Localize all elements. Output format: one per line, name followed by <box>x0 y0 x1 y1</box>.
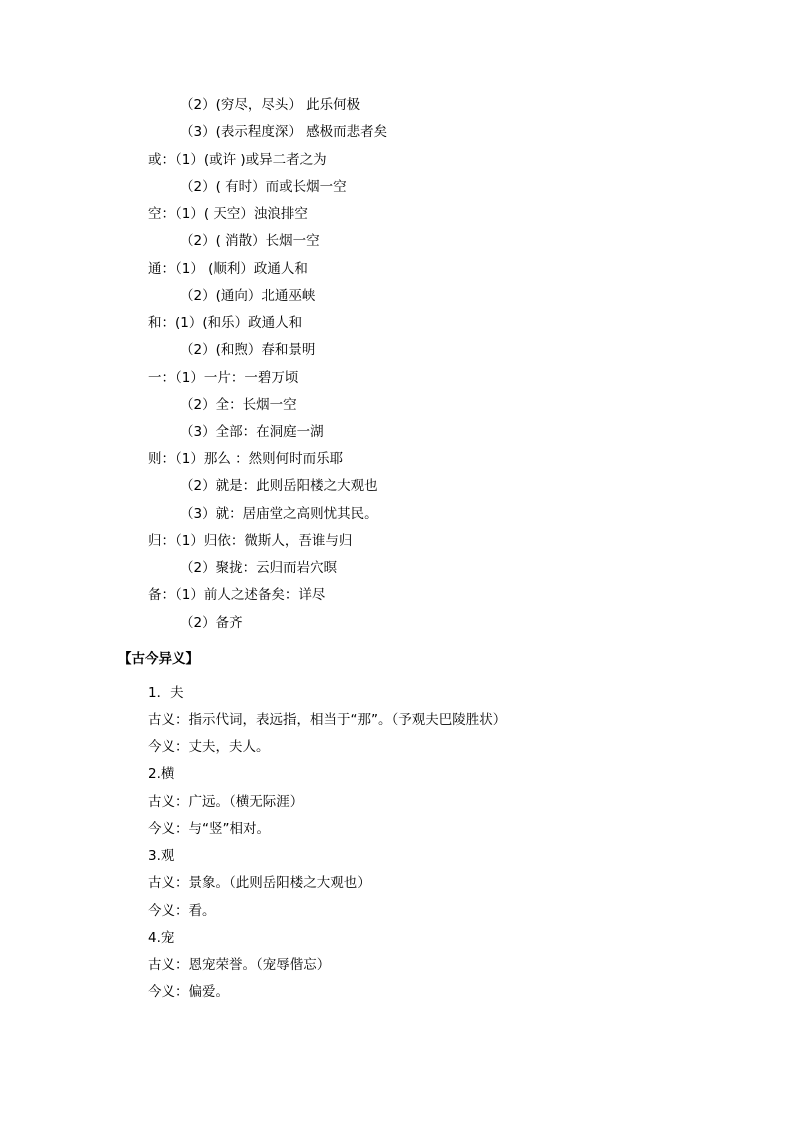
text-line: 古义：广远。（横无际涯） <box>148 794 304 810</box>
text-line: 通：（1） (顺利）政通人和 <box>148 261 308 277</box>
text-line: （2）(和煦）春和景明 <box>180 342 316 358</box>
text-line: 古义：景象。（此则岳阳楼之大观也） <box>148 875 371 891</box>
text-line: （2）聚拢：云归而岩穴暝 <box>180 560 338 576</box>
text-line: 今义：与“竖”相对。 <box>148 821 270 837</box>
text-line: 1．夫 <box>148 685 184 701</box>
text-line: （2）全：长烟一空 <box>180 397 297 413</box>
text-line: 或：（1）(或许 )或异二者之为 <box>148 152 327 168</box>
text-line: （2）备齐 <box>180 615 243 631</box>
text-line: 2.横 <box>148 766 175 782</box>
text-line: （2）就是：此则岳阳楼之大观也 <box>180 478 378 494</box>
text-line: 则：（1）那么 ：然则何时而乐耶 <box>148 451 344 467</box>
text-line: 古义：指示代词，表远指，相当于“那”。（予观夫巴陵胜状） <box>148 712 507 728</box>
text-line: （3）就：居庙堂之高则忧其民。 <box>180 506 378 522</box>
text-line: 今义：看。 <box>148 903 216 919</box>
text-line: 空：（1）( 天空）浊浪排空 <box>148 206 308 222</box>
text-line: （2）( 有时）而或长烟一空 <box>180 179 347 195</box>
text-line: （3）(表示程度深） 感极而悲者矣 <box>180 124 388 140</box>
text-line: 3.观 <box>148 848 175 864</box>
text-line: 一：（1）一片：一碧万顷 <box>148 370 299 386</box>
text-line: 备：（1）前人之述备矣：详尽 <box>148 587 326 603</box>
section-title: 【古今异义】 <box>118 651 199 667</box>
text-line: 和：(1）(和乐）政通人和 <box>148 315 303 331</box>
text-line: 今义：丈夫，夫人。 <box>148 739 270 755</box>
text-line: （2）(穷尽，尽头） 此乐何极 <box>180 97 361 113</box>
text-line: （2）( 消散）长烟一空 <box>180 233 320 249</box>
text-line: （3）全部：在洞庭一湖 <box>180 424 324 440</box>
text-line: 古义：恩宠荣誉。（宠辱偕忘） <box>148 957 331 973</box>
text-line: 4.宠 <box>148 930 175 946</box>
text-line: 归：（1）归依：微斯人，吾谁与归 <box>148 533 353 549</box>
text-line: （2）(通向）北通巫峡 <box>180 288 316 304</box>
text-line: 今义：偏爱。 <box>148 984 229 1000</box>
